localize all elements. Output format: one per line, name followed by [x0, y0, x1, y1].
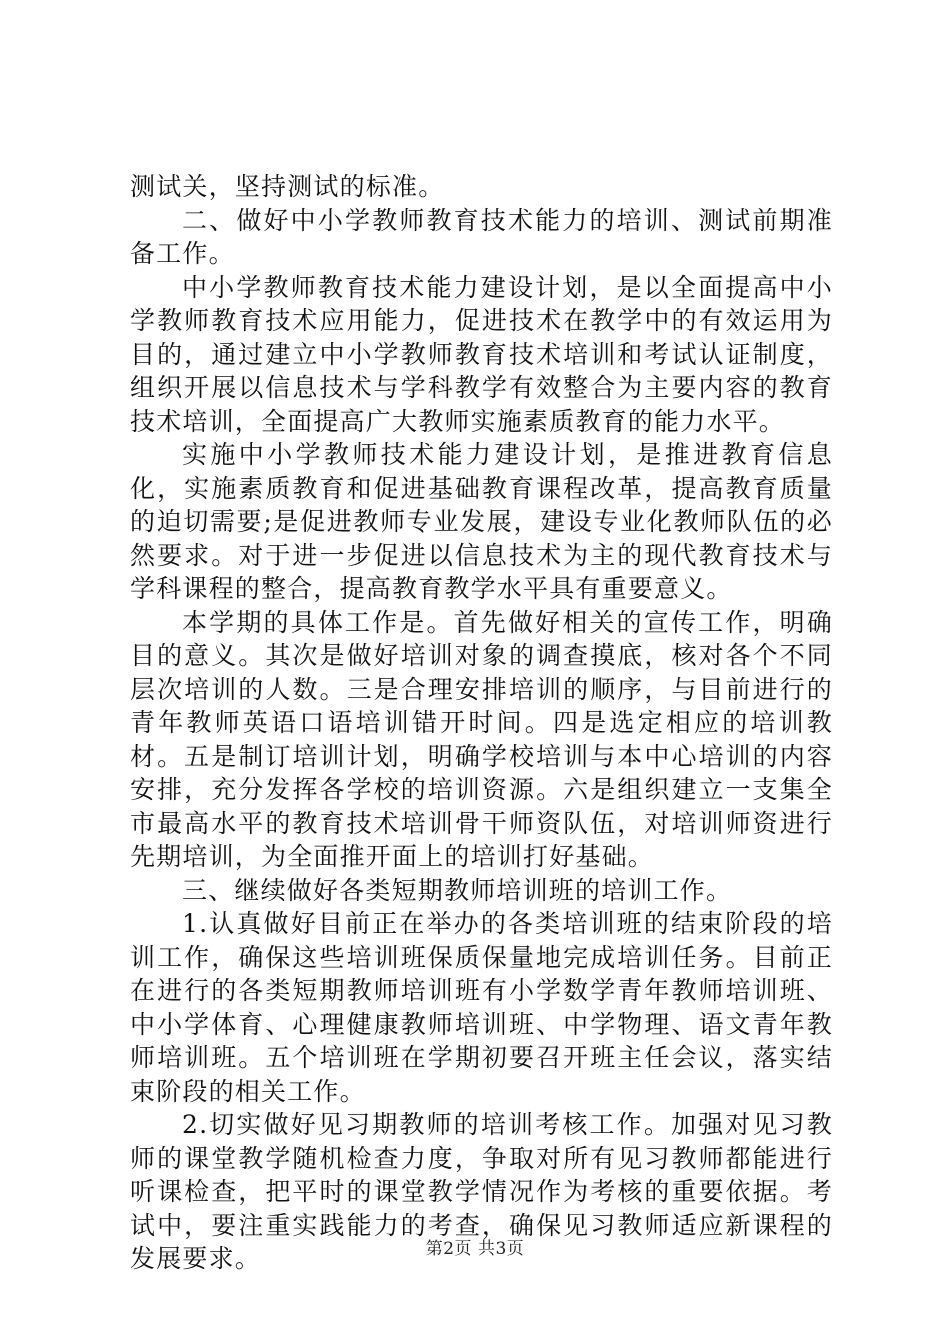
paragraph-6: 三、继续做好各类短期教师培训班的培训工作。 — [182, 875, 733, 905]
paragraph-7: 1.认真做好目前正在举办的各类培训班的结束阶段的培训工作，确保这些培训班保质保量地完成培训任务。目前正在进行的各类短期教师培训班有小学数学青年教师培训班、中小学体育、心理健康教师培训班、中学物理、语文青年教师培训班。五个培训班在学期初要召开班主任会议，落实结束阶段的相关工作。 — [130, 909, 833, 1106]
paragraph-4: 实施中小学教师技术能力建设计划，是推进教育信息化，实施素质教育和促进基础教育课程改革，提高教育质量的迫切需要;是促进教师专业发展，建设专业化教师队伍的必然要求。对于进一步促进以信息技术为主的现代教育技术与学科课程的整合，提高教育教学水平具有重要意义。 — [130, 440, 833, 603]
paragraph-2: 二、做好中小学教师教育技术能力的培训、测试前期准备工作。 — [130, 205, 833, 268]
paragraph-3: 中小学教师教育技术能力建设计划，是以全面提高中小学教师教育技术应用能力，促进技术在教学中的有效运用为目的，通过建立中小学教师教育技术培训和考试认证制度，组织开展以信息技术与学科教学有效整合为主要内容的教育技术培训，全面提高广大教师实施素质教育的能力水平。 — [130, 272, 833, 436]
paragraph-1: 测试关，坚持测试的标准。 — [130, 172, 445, 201]
document-body — [130, 170, 833, 1276]
page-footer: 第2页 共3页 — [425, 1239, 525, 1259]
paragraph-8: 2.切实做好见习期教师的培训考核工作。加强对见习教师的课堂教学随机检查力度，争取对所有见习教师都能进行听课检查，把平时的课堂教学情况作为考核的重要依据。考试中，要注重实践能力的考查，确保见习教师适应新课程的发展要求。 — [130, 1110, 833, 1273]
paragraph-5: 本学期的具体工作是。首先做好相关的宣传工作，明确目的意义。其次是做好培训对象的调查摸底，核对各个不同层次培训的人数。三是合理安排培训的顺序，与目前进行的青年教师英语口语培训错开时间。四是选定相应的培训教材。五是制订培训计划，明确学校培训与本中心培训的内容安排，充分发挥各学校的培训资源。六是组织建立一支集全市最高水平的教育技术培训骨干师资队伍，对培训师资进行先期培训，为全面推开面上的培训打好基础。 — [130, 607, 833, 871]
